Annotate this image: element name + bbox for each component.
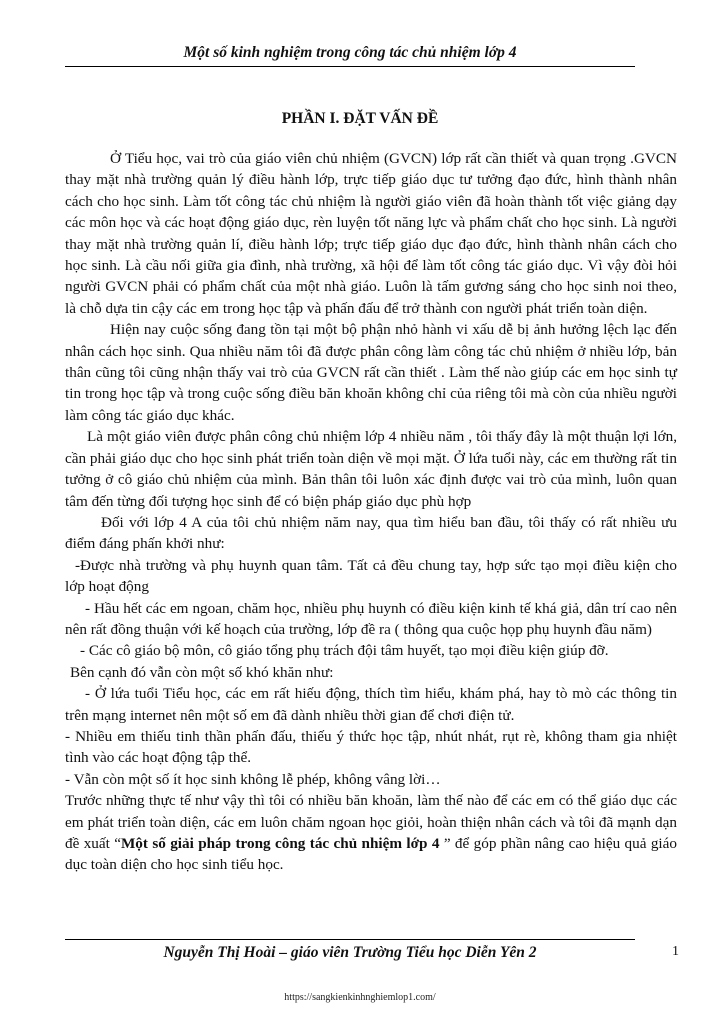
difficulty-item: - Nhiều em thiếu tinh thần phấn đấu, thiếu ý thức học tập, nhút nhát, rụt rè, không tham gia nhiệt tình vào các hoạt động tập thể. [65, 727, 677, 767]
running-footer: Nguyễn Thị Hoài – giáo viên Trường Tiểu học Diễn Yên 2 [163, 944, 537, 961]
closing-paragraph [65, 790, 677, 876]
advantage-item: -Được nhà trường và phụ huynh quan tâm. Tất cả đều chung tay, hợp sức tạo mọi điều kiện cho lớp hoạt động [65, 556, 677, 596]
paragraph-current-situation: Hiện nay cuộc sống đang tồn tại một bộ phận nhỏ hành vi xấu dễ bị ảnh hưởng lệch lạc đến nhân cách học sinh. Qua nhiều năm tôi đã được phân công làm công tác chủ nhiệm ở nhiều lớp, bản thân cũng tôi cũng nhận thấy vai trò của GVCN rất cần thiết . Làm thế nào giúp các em học sinh tự tin trong học tập và trong cuộc sống điều băn khoăn không chỉ của riêng tôi mà còn của nhiều người làm công tác giáo dục khác. [65, 321, 677, 424]
document-body [65, 148, 677, 876]
advantage-item: - Các cô giáo bộ môn, cô giáo tổng phụ trách đội tâm huyết, tạo mọi điều kiện giúp đỡ. [80, 642, 609, 660]
closing-text-after: ” để góp phần nâng cao hiệu quả giáo dục toàn diện cho học sinh tiểu học. [65, 835, 677, 874]
advantage-item: - Hầu hết các em ngoan, chăm học, nhiều phụ huynh có điều kiện kinh tế khá giả, dân trí cao nên nên rất đồng thuận với kế hoạch của trường, lớp đề ra ( thông qua cuộc họp phụ huynh đầu năm) [65, 599, 677, 638]
paragraph-role-of-gvcn: Ở Tiểu học, vai trò của giáo viên chủ nhiệm (GVCN) lớp rất cần thiết và quan trọng .GVCN thay mặt nhà trường quản lý điều hành lớp, trực tiếp giáo dục tư tưởng đạo đức, hình thành nhân cách cho học sinh. Làm tốt công tác chủ nhiệm là người giáo viên đã hoàn thành tốt việc giảng dạy các môn học và các hoạt động giáo dục, rèn luyện tốt năng lực và phẩm chất cho học sinh. Là người thay mặt nhà trường quản lí, điều hành lớp; trực tiếp giáo dục đạo đức, hình thành nhân cách cho học sinh. Là cầu nối giữa gia đình, nhà trường, xã hội để làm tốt công tác giáo dục. Vì vậy đòi hỏi người GVCN phải có phẩm chất của một nhà giáo. Luôn là tấm gương sáng cho học sinh noi theo, là chỗ dựa tin cậy các em trong học tập và phấn đấu để trở thành con người phát triển toàn diện. [65, 150, 677, 317]
header-rule [65, 66, 635, 67]
proposal-title: Một số giải pháp trong công tác chủ nhiệm lớp 4 [120, 835, 440, 852]
source-url[interactable]: https://sangkienkinhnghiemlop1.com/ [284, 992, 436, 1003]
closing-text-before: Trước những thực tế như vậy thì tôi có nhiều băn khoăn, làm thế nào để các em có thể giáo dục các em phát triển toàn diện, các em luôn chăm ngoan học giỏi, hoàn thiện nhân cách và tôi đã mạnh dạn đề xuất “ [65, 792, 677, 852]
running-header: Một số kinh nghiệm trong công tác chủ nhiệm lớp 4 [183, 44, 517, 61]
difficulties-intro: Bên cạnh đó vẫn còn một số khó khăn như: [70, 663, 334, 681]
difficulty-item: - Ở lứa tuổi Tiểu học, các em rất hiếu động, thích tìm hiểu, khám phá, hay tò mò các thông tin trên mạng internet nên một số em đã dành nhiều thời gian để chơi điện tử. [65, 685, 677, 724]
difficulty-item: - Vẫn còn một số ít học sinh không lễ phép, không vâng lời… [65, 770, 441, 788]
paragraph-class-4a: Đối với lớp 4 A của tôi chủ nhiệm năm nay, qua tìm hiểu ban đầu, tôi thấy có rất nhiều ưu điểm đáng phấn khởi như: [65, 513, 677, 553]
footer-rule [65, 939, 635, 940]
page-number: 1 [672, 944, 679, 959]
section-title: PHẦN I. ĐẶT VẤN ĐỀ [281, 110, 439, 127]
paragraph-teacher-experience: Là một giáo viên được phân công chủ nhiệm lớp 4 nhiều năm , tôi thấy đây là một thuận lợi lớn, cần phải giáo dục cho học sinh phát triển toàn diện về mọi mặt. Ở lứa tuổi này, các em thường rất tin tưởng ở cô giáo chủ nhiệm của mình. Bản thân tôi luôn xác định được vai trò của mình, luôn quan tâm đến từng đối tượng học sinh để có biện pháp giáo dục phù hợp [65, 428, 677, 510]
